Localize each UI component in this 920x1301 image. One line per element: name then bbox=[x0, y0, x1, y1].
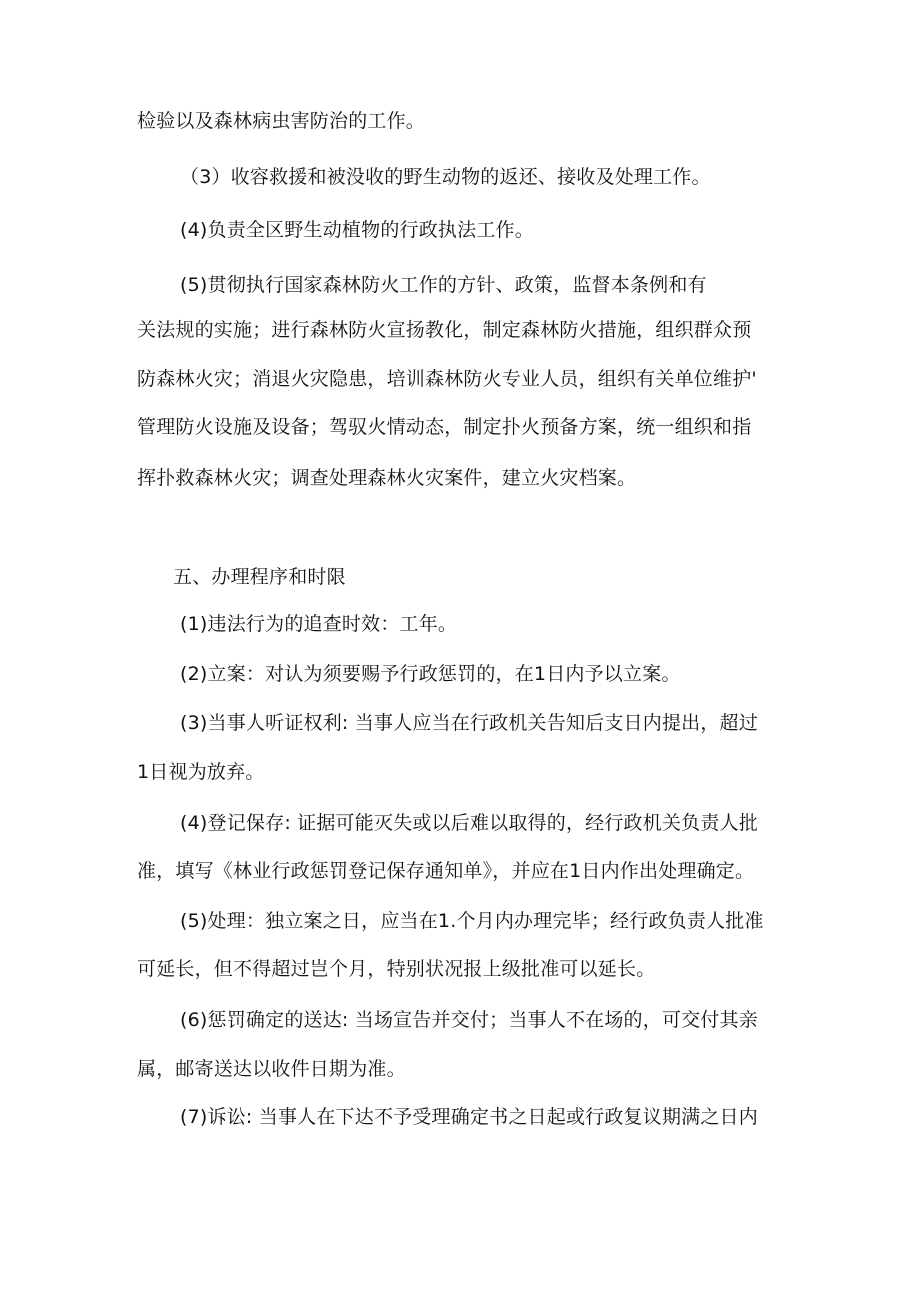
text-line: (7)诉讼: 当事人在下达不予受理确定书之日起或行政复议期满之日内 bbox=[180, 1106, 758, 1128]
text-line: 关法规的实施；进行森林防火宣扬教化，制定森林防火措施，组织群众预 bbox=[137, 319, 752, 341]
text-line: （3）收容救援和被没收的野生动物的返还、接收及处理工作。 bbox=[180, 166, 711, 188]
text-line: (4)登记保存: 证据可能灭失或以后难以取得的，经行政机关负责人批 bbox=[180, 812, 758, 834]
text-line: 1日视为放弃。 bbox=[137, 761, 265, 783]
text-line: 管理防火设施及设备；驾驭火情动态，制定扑火预备方案，统一组织和指 bbox=[137, 416, 752, 438]
text-line: (6)惩罚确定的送达: 当场宣告并交付；当事人不在场的，可交付其亲 bbox=[180, 1009, 758, 1031]
text-line: (1)违法行为的追查时效：工年。 bbox=[180, 613, 458, 635]
text-line: (4)负责全区野生动植物的行政执法工作。 bbox=[180, 219, 534, 241]
text-line: 准，填写《林业行政惩罚登记保存通知单》，并应在1日内作出处理确定。 bbox=[137, 860, 755, 882]
text-line: 挥扑救森林火灾；调查处理森林火灾案件，建立火灾档案。 bbox=[137, 467, 637, 489]
section-heading: 五、办理程序和时限 bbox=[173, 566, 346, 588]
text-line: (2)立案：对认为须要赐予行政惩罚的，在1日内予以立案。 bbox=[180, 663, 681, 685]
text-line: 属，邮寄送达以收件日期为准。 bbox=[137, 1058, 406, 1080]
text-line: (3)当事人听证权利: 当事人应当在行政机关告知后支日内提出，超过 bbox=[180, 712, 758, 734]
text-line: 检验以及森林病虫害防治的工作。 bbox=[137, 110, 426, 132]
text-line: 防森林火灾；消退火灾隐患，培训森林防火专业人员，组织有关单位维护' bbox=[137, 368, 757, 390]
text-line: 可延长，但不得超过岂个月，特别状况报上级批准可以延长。 bbox=[137, 958, 656, 980]
text-line: (5)贯彻执行国家森林防火工作的方针、政策，监督本条例和有 bbox=[180, 274, 707, 296]
text-line: (5)处理：独立案之日，应当在1.个月内办理完毕；经行政负责人批准 bbox=[180, 910, 764, 932]
